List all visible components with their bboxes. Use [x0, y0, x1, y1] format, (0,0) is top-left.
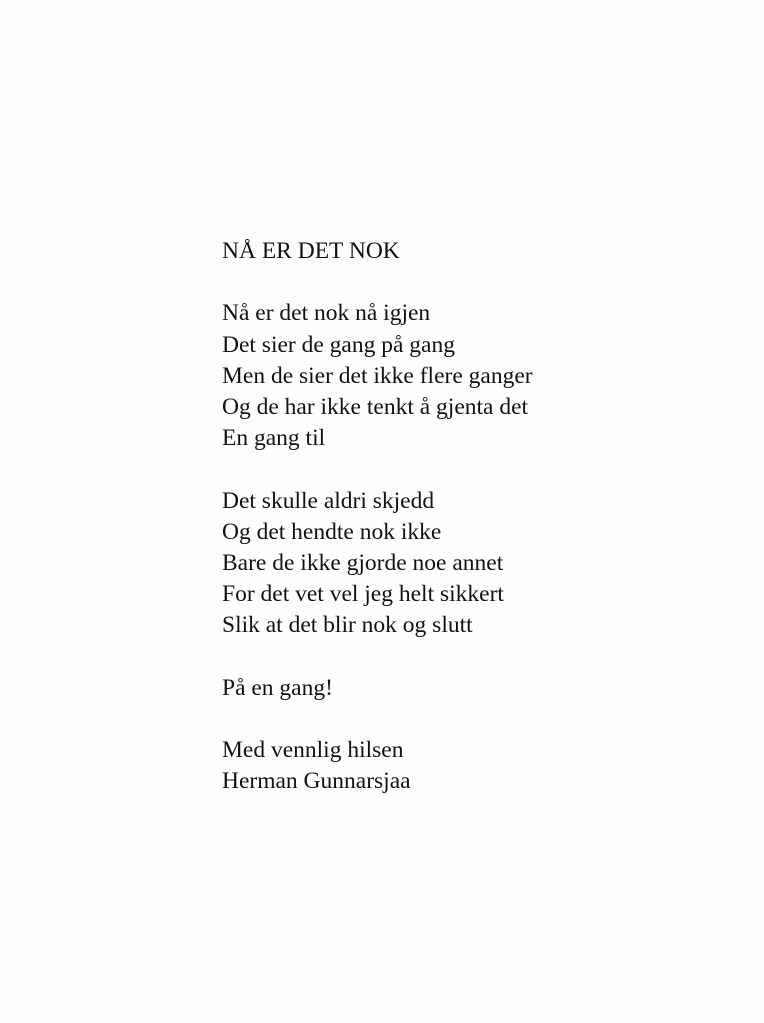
stanza-gap — [222, 267, 533, 298]
poem-line: Slik at det blir nok og slutt — [222, 612, 473, 639]
stanza-gap — [222, 641, 533, 672]
poem-line: Bare de ikke gjorde noe annet — [222, 549, 504, 576]
poem-line: En gang til — [222, 425, 326, 452]
poem-title: NÅ ER DET NOK — [222, 238, 400, 264]
stanza-1 — [222, 298, 533, 454]
closing-salutation: Med vennlig hilsen — [222, 737, 404, 763]
poem-line: På en gang! — [222, 674, 333, 701]
poem-line: Men de sier det ikke flere ganger — [222, 362, 533, 389]
stanza-3 — [222, 673, 533, 704]
poem-line: Og de har ikke tenkt å gjenta det — [222, 393, 529, 420]
poem-line: Det skulle aldri skjedd — [222, 487, 435, 514]
poem-body — [222, 236, 533, 797]
author-name: Herman Gunnarsjaa — [222, 768, 411, 795]
poem-line: For det vet vel jeg helt sikkert — [222, 581, 504, 608]
signature-block — [222, 735, 533, 797]
poem-line: Og det hendte nok ikke — [222, 518, 442, 545]
stanza-gap — [222, 704, 533, 735]
stanza-2 — [222, 486, 533, 642]
poem-line: Det sier de gang på gang — [222, 331, 455, 358]
poem-line: Nå er det nok nå igjen — [222, 300, 431, 327]
stanza-gap — [222, 454, 533, 485]
